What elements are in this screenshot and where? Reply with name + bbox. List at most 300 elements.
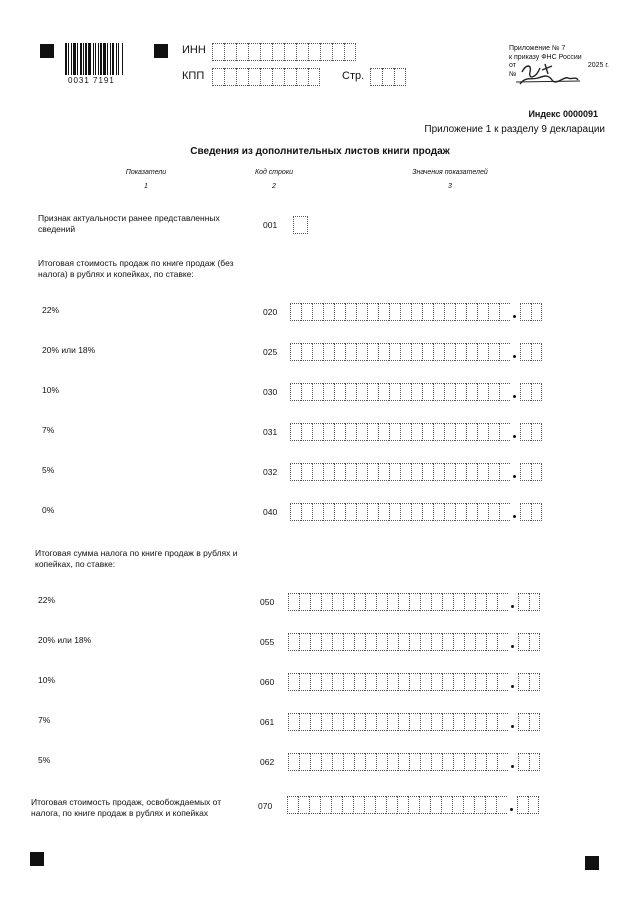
amount-digit-cell[interactable] [464,633,475,651]
amount-digit-cell[interactable] [455,463,466,481]
amount-digit-cell[interactable] [378,303,389,321]
amount-digit-cell[interactable] [466,423,477,441]
amount-digit-cell[interactable] [356,383,367,401]
amount-digit-cell[interactable] [464,753,475,771]
amount-digit-cell[interactable] [342,796,353,814]
digit-cell[interactable] [296,43,308,61]
amount-digit-cell[interactable] [400,303,411,321]
amount-digit-cell[interactable] [343,713,354,731]
amount-digit-cell[interactable] [431,673,442,691]
amount-digit-cell[interactable] [309,796,320,814]
amount-digit-cell[interactable] [345,423,356,441]
amount-digit-cell[interactable] [422,303,433,321]
kopeck-digit-cell[interactable] [529,713,540,731]
kopeck-digit-cell[interactable] [529,593,540,611]
amount-digit-cell[interactable] [422,463,433,481]
amount-digit-cell[interactable] [499,503,510,521]
amount-digit-cell[interactable] [409,673,420,691]
amount-digit-cell[interactable] [334,463,345,481]
amount-digit-cell[interactable] [420,753,431,771]
kopeck-digit-cell[interactable] [531,423,542,441]
amount-digit-cell[interactable] [312,303,323,321]
amount-digit-cell[interactable] [376,713,387,731]
amount-digit-cell[interactable] [409,753,420,771]
row-070-field[interactable] [287,796,539,814]
kopeck-digit-cell[interactable] [531,463,542,481]
amount-digit-cell[interactable] [312,343,323,361]
amount-digit-cell[interactable] [431,753,442,771]
digit-cell[interactable] [224,43,236,61]
amount-digit-cell[interactable] [367,423,378,441]
amount-digit-cell[interactable] [433,463,444,481]
amount-digit-cell[interactable] [499,463,510,481]
amount-digit-cell[interactable] [378,503,389,521]
amount-digit-cell[interactable] [477,503,488,521]
amount-digit-cell[interactable] [464,713,475,731]
digit-cell[interactable] [248,43,260,61]
amount-digit-cell[interactable] [375,796,386,814]
row-031-field[interactable] [290,423,542,441]
row-020-field[interactable] [290,303,542,321]
kopeck-cells[interactable] [518,673,540,691]
amount-digit-cell[interactable] [463,796,474,814]
amount-digit-cell[interactable] [354,673,365,691]
amount-digit-cell[interactable] [310,673,321,691]
amount-digit-cell[interactable] [290,343,301,361]
amount-digit-cell[interactable] [299,633,310,651]
amount-digit-cell[interactable] [345,463,356,481]
amount-digit-cell[interactable] [356,343,367,361]
kopeck-digit-cell[interactable] [531,303,542,321]
kopeck-digit-cell[interactable] [518,713,529,731]
amount-digit-cell[interactable] [376,753,387,771]
amount-digit-cell[interactable] [298,796,309,814]
amount-digit-cell[interactable] [422,343,433,361]
amount-digit-cell[interactable] [323,383,334,401]
kopeck-cells[interactable] [520,383,542,401]
amount-digit-cell[interactable] [499,383,510,401]
amount-digit-cell[interactable] [354,713,365,731]
amount-digit-cell[interactable] [409,713,420,731]
kopeck-cells[interactable] [518,753,540,771]
kopeck-digit-cell[interactable] [531,383,542,401]
digit-cell[interactable] [212,43,224,61]
row-060-field[interactable] [288,673,540,691]
page-number-field[interactable] [370,68,406,86]
amount-digit-cell[interactable] [321,673,332,691]
amount-digit-cell[interactable] [343,753,354,771]
amount-digit-cell[interactable] [420,593,431,611]
digit-cell[interactable] [308,43,320,61]
amount-digit-cell[interactable] [398,713,409,731]
amount-digit-cell[interactable] [301,423,312,441]
amount-digit-cell[interactable] [486,593,497,611]
amount-digit-cell[interactable] [356,423,367,441]
kopeck-cells[interactable] [520,503,542,521]
amount-digit-cell[interactable] [321,593,332,611]
kopeck-digit-cell[interactable] [520,463,531,481]
kopeck-digit-cell[interactable] [529,673,540,691]
amount-digit-cell[interactable] [420,713,431,731]
amount-digit-cell[interactable] [301,343,312,361]
amount-digit-cell[interactable] [386,796,397,814]
amount-digit-cell[interactable] [365,673,376,691]
kopeck-digit-cell[interactable] [520,343,531,361]
amount-digit-cell[interactable] [378,343,389,361]
amount-digit-cell[interactable] [345,303,356,321]
amount-digit-cell[interactable] [356,503,367,521]
row-025-field[interactable] [290,343,542,361]
inn-field[interactable] [212,43,356,61]
amount-digit-cell[interactable] [409,633,420,651]
amount-digit-cell[interactable] [453,593,464,611]
amount-digit-cell[interactable] [499,423,510,441]
amount-digit-cell[interactable] [290,503,301,521]
amount-digit-cell[interactable] [486,633,497,651]
amount-digit-cell[interactable] [475,713,486,731]
amount-digit-cell[interactable] [288,713,299,731]
amount-digit-cell[interactable] [474,796,485,814]
amount-digit-cell[interactable] [477,423,488,441]
amount-digit-cell[interactable] [332,753,343,771]
amount-digit-cell[interactable] [310,713,321,731]
amount-digit-cell[interactable] [455,503,466,521]
amount-digit-cell[interactable] [442,713,453,731]
amount-digit-cell[interactable] [387,593,398,611]
amount-digit-cell[interactable] [488,503,499,521]
amount-digit-cell[interactable] [485,796,496,814]
row-040-field[interactable] [290,503,542,521]
amount-digit-cell[interactable] [398,633,409,651]
digit-cell[interactable] [332,43,344,61]
kopeck-digit-cell[interactable] [520,383,531,401]
amount-digit-cell[interactable] [477,463,488,481]
amount-digit-cell[interactable] [301,463,312,481]
digit-cell[interactable] [248,68,260,86]
amount-digit-cell[interactable] [310,753,321,771]
amount-digit-cell[interactable] [486,673,497,691]
amount-digit-cell[interactable] [365,753,376,771]
digit-cell[interactable] [260,43,272,61]
amount-digit-cell[interactable] [497,593,508,611]
amount-digit-cell[interactable] [475,633,486,651]
kopeck-digit-cell[interactable] [529,633,540,651]
amount-digit-cell[interactable] [441,796,452,814]
kopeck-cells[interactable] [517,796,539,814]
amount-digit-cell[interactable] [365,713,376,731]
digit-cell[interactable] [320,43,332,61]
amount-digit-cell[interactable] [455,303,466,321]
amount-digit-cell[interactable] [288,753,299,771]
amount-digit-cell[interactable] [408,796,419,814]
amount-digit-cell[interactable] [433,383,444,401]
amount-digit-cell[interactable] [287,796,298,814]
amount-digit-cell[interactable] [365,593,376,611]
amount-digit-cell[interactable] [332,593,343,611]
amount-digit-cell[interactable] [290,423,301,441]
amount-digit-cell[interactable] [312,423,323,441]
amount-digit-cell[interactable] [389,303,400,321]
amount-digit-cell[interactable] [488,383,499,401]
amount-digit-cell[interactable] [400,503,411,521]
kopeck-digit-cell[interactable] [531,343,542,361]
amount-digit-cell[interactable] [387,713,398,731]
row-055-field[interactable] [288,633,540,651]
kopeck-cells[interactable] [518,633,540,651]
amount-digit-cell[interactable] [310,593,321,611]
amount-digit-cell[interactable] [290,383,301,401]
amount-digit-cell[interactable] [365,633,376,651]
amount-digit-cell[interactable] [288,633,299,651]
amount-digit-cell[interactable] [488,463,499,481]
row-001-field[interactable] [293,216,308,234]
amount-digit-cell[interactable] [453,713,464,731]
digit-cell[interactable] [308,68,320,86]
amount-digit-cell[interactable] [354,593,365,611]
amount-digit-cell[interactable] [334,423,345,441]
digit-cell[interactable] [296,68,308,86]
amount-digit-cell[interactable] [444,383,455,401]
kopeck-digit-cell[interactable] [520,303,531,321]
digit-cell[interactable] [236,68,248,86]
amount-digit-cell[interactable] [477,343,488,361]
amount-digit-cell[interactable] [497,713,508,731]
kopeck-cells[interactable] [518,593,540,611]
amount-digit-cell[interactable] [389,343,400,361]
amount-digit-cell[interactable] [378,383,389,401]
kopeck-digit-cell[interactable] [528,796,539,814]
amount-digit-cell[interactable] [301,303,312,321]
amount-digit-cell[interactable] [444,423,455,441]
amount-digit-cell[interactable] [387,753,398,771]
digit-cell[interactable] [260,68,272,86]
digit-cell[interactable] [236,43,248,61]
amount-digit-cell[interactable] [332,633,343,651]
amount-digit-cell[interactable] [354,753,365,771]
amount-digit-cell[interactable] [397,796,408,814]
amount-digit-cell[interactable] [475,593,486,611]
amount-digit-cell[interactable] [411,503,422,521]
amount-digit-cell[interactable] [422,423,433,441]
row-030-field[interactable] [290,383,542,401]
amount-digit-cell[interactable] [411,423,422,441]
amount-digit-cell[interactable] [499,303,510,321]
amount-digit-cell[interactable] [288,593,299,611]
amount-digit-cell[interactable] [376,593,387,611]
kopeck-digit-cell[interactable] [518,753,529,771]
amount-digit-cell[interactable] [354,633,365,651]
amount-digit-cell[interactable] [455,343,466,361]
amount-digit-cell[interactable] [389,423,400,441]
amount-digit-cell[interactable] [486,713,497,731]
amount-digit-cell[interactable] [343,633,354,651]
amount-digit-cell[interactable] [444,303,455,321]
digit-cell[interactable] [272,43,284,61]
amount-digit-cell[interactable] [312,383,323,401]
amount-digit-cell[interactable] [378,423,389,441]
amount-digit-cell[interactable] [466,463,477,481]
kopeck-digit-cell[interactable] [518,633,529,651]
amount-digit-cell[interactable] [321,713,332,731]
amount-digit-cell[interactable] [312,503,323,521]
amount-digit-cell[interactable] [389,383,400,401]
amount-digit-cell[interactable] [420,633,431,651]
amount-digit-cell[interactable] [331,796,342,814]
amount-digit-cell[interactable] [334,343,345,361]
amount-digit-cell[interactable] [301,383,312,401]
amount-digit-cell[interactable] [398,673,409,691]
amount-digit-cell[interactable] [323,463,334,481]
amount-digit-cell[interactable] [488,343,499,361]
amount-digit-cell[interactable] [475,673,486,691]
row-050-field[interactable] [288,593,540,611]
amount-digit-cell[interactable] [398,593,409,611]
digit-cell[interactable] [272,68,284,86]
amount-digit-cell[interactable] [334,503,345,521]
amount-digit-cell[interactable] [497,633,508,651]
digit-cell[interactable] [224,68,236,86]
amount-digit-cell[interactable] [400,343,411,361]
amount-digit-cell[interactable] [378,463,389,481]
amount-digit-cell[interactable] [453,673,464,691]
amount-digit-cell[interactable] [345,503,356,521]
kopeck-cells[interactable] [520,423,542,441]
digit-cell[interactable] [382,68,394,86]
amount-digit-cell[interactable] [488,423,499,441]
amount-digit-cell[interactable] [345,383,356,401]
amount-digit-cell[interactable] [343,593,354,611]
amount-digit-cell[interactable] [389,463,400,481]
amount-digit-cell[interactable] [409,593,420,611]
amount-digit-cell[interactable] [477,383,488,401]
amount-digit-cell[interactable] [321,753,332,771]
kopeck-digit-cell[interactable] [529,753,540,771]
amount-digit-cell[interactable] [353,796,364,814]
amount-digit-cell[interactable] [466,343,477,361]
amount-digit-cell[interactable] [332,713,343,731]
row-061-field[interactable] [288,713,540,731]
amount-digit-cell[interactable] [290,303,301,321]
amount-digit-cell[interactable] [433,343,444,361]
amount-digit-cell[interactable] [499,343,510,361]
amount-digit-cell[interactable] [497,753,508,771]
kopeck-digit-cell[interactable] [518,673,529,691]
digit-cell[interactable] [370,68,382,86]
amount-digit-cell[interactable] [497,673,508,691]
amount-digit-cell[interactable] [422,503,433,521]
amount-digit-cell[interactable] [364,796,375,814]
amount-digit-cell[interactable] [400,383,411,401]
amount-digit-cell[interactable] [433,503,444,521]
amount-digit-cell[interactable] [453,753,464,771]
amount-digit-cell[interactable] [387,633,398,651]
amount-digit-cell[interactable] [444,503,455,521]
amount-digit-cell[interactable] [422,383,433,401]
amount-digit-cell[interactable] [442,673,453,691]
kopeck-cells[interactable] [520,303,542,321]
amount-digit-cell[interactable] [466,383,477,401]
amount-digit-cell[interactable] [431,713,442,731]
amount-digit-cell[interactable] [411,383,422,401]
amount-digit-cell[interactable] [345,343,356,361]
amount-digit-cell[interactable] [323,343,334,361]
amount-digit-cell[interactable] [486,753,497,771]
amount-digit-cell[interactable] [420,673,431,691]
kpp-field[interactable] [212,68,320,86]
amount-digit-cell[interactable] [299,593,310,611]
amount-digit-cell[interactable] [312,463,323,481]
amount-digit-cell[interactable] [310,633,321,651]
kopeck-digit-cell[interactable] [518,593,529,611]
row-032-field[interactable] [290,463,542,481]
digit-cell[interactable] [344,43,356,61]
digit-cell[interactable] [284,68,296,86]
amount-digit-cell[interactable] [299,753,310,771]
amount-digit-cell[interactable] [290,463,301,481]
amount-digit-cell[interactable] [455,383,466,401]
amount-digit-cell[interactable] [376,633,387,651]
amount-digit-cell[interactable] [411,463,422,481]
amount-digit-cell[interactable] [442,593,453,611]
amount-digit-cell[interactable] [367,463,378,481]
amount-digit-cell[interactable] [431,633,442,651]
digit-cell[interactable] [212,68,224,86]
amount-digit-cell[interactable] [466,303,477,321]
kopeck-cells[interactable] [520,463,542,481]
amount-digit-cell[interactable] [376,673,387,691]
kopeck-cells[interactable] [520,343,542,361]
digit-cell[interactable] [284,43,296,61]
amount-digit-cell[interactable] [356,303,367,321]
amount-digit-cell[interactable] [488,303,499,321]
amount-digit-cell[interactable] [367,383,378,401]
amount-digit-cell[interactable] [323,303,334,321]
amount-digit-cell[interactable] [444,343,455,361]
amount-digit-cell[interactable] [389,503,400,521]
amount-digit-cell[interactable] [411,303,422,321]
row-062-field[interactable] [288,753,540,771]
amount-digit-cell[interactable] [400,463,411,481]
amount-digit-cell[interactable] [343,673,354,691]
amount-digit-cell[interactable] [334,383,345,401]
amount-digit-cell[interactable] [321,633,332,651]
amount-digit-cell[interactable] [477,303,488,321]
amount-digit-cell[interactable] [464,593,475,611]
amount-digit-cell[interactable] [433,303,444,321]
amount-digit-cell[interactable] [444,463,455,481]
amount-digit-cell[interactable] [398,753,409,771]
kopeck-digit-cell[interactable] [520,503,531,521]
amount-digit-cell[interactable] [430,796,441,814]
kopeck-cells[interactable] [518,713,540,731]
amount-digit-cell[interactable] [367,343,378,361]
amount-digit-cell[interactable] [299,673,310,691]
amount-digit-cell[interactable] [387,673,398,691]
amount-digit-cell[interactable] [356,463,367,481]
kopeck-digit-cell[interactable] [531,503,542,521]
amount-digit-cell[interactable] [496,796,507,814]
amount-digit-cell[interactable] [442,753,453,771]
amount-digit-cell[interactable] [320,796,331,814]
amount-digit-cell[interactable] [332,673,343,691]
amount-digit-cell[interactable] [431,593,442,611]
amount-digit-cell[interactable] [411,343,422,361]
amount-digit-cell[interactable] [442,633,453,651]
amount-digit-cell[interactable] [367,503,378,521]
amount-digit-cell[interactable] [452,796,463,814]
amount-digit-cell[interactable] [323,423,334,441]
amount-digit-cell[interactable] [453,633,464,651]
